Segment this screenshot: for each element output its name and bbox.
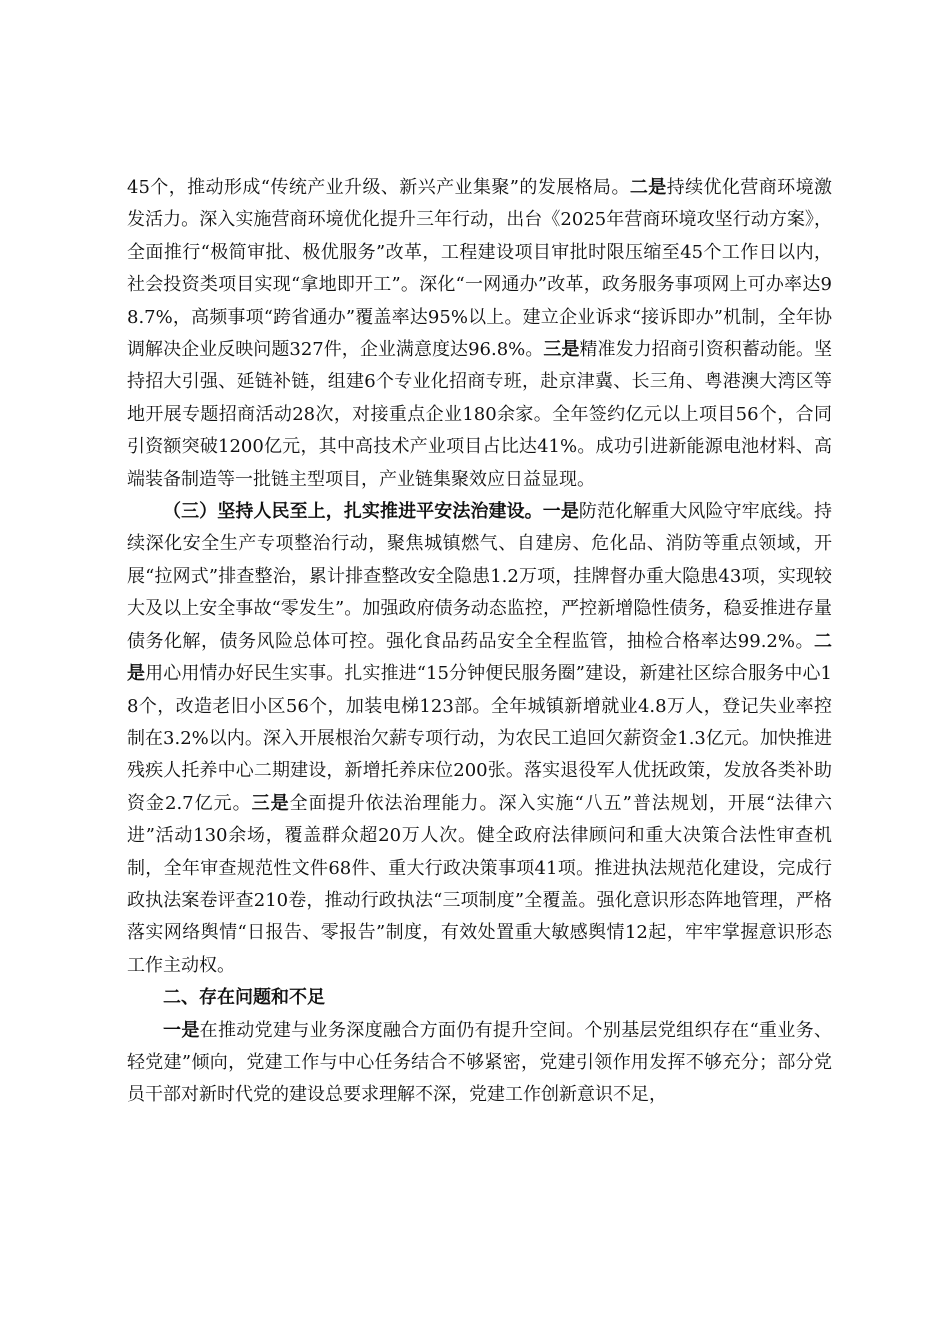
paragraph-text: 45个，推动形成“传统产业升级、新兴产业集聚”的发展格局。 (127, 177, 630, 198)
paragraph-text: 防范化解重大风险守牢底线。持续深化安全生产专项整治行动，聚焦城镇燃气、自建房、危化品、消防等重点领域，开展“拉网式”排查整治，累计排查整改安全隐患1.2万项，挂牌督办重大隐患43项，实现较大及以上安全事故“零发生”。加强政府债务动态监控，严控新增隐性债务，稳妥推进存量债务化解，债务风险总体可控。强化食品药品安全全程监管，抽检合格率达99.2%。 (127, 501, 833, 652)
paragraph-text: 用心用情办好民生实事。扎实推进“15分钟便民服务圈”建设，新建社区综合服务中心18个，改造老旧小区56个，加装电梯123部。全年城镇新增就业4.8万人，登记失业率控制在3.2%以内。深入开展根治欠薪专项行动，为农民工追回欠薪资金1.3亿元。加快推进残疾人托养中心二期建设，新增托养床位200张。落实退役军人优抚政策，发放各类补助资金2.7亿元。 (127, 663, 833, 814)
bold-lead: 三是 (543, 339, 580, 361)
bold-lead: 三是 (251, 792, 290, 814)
paragraph-problems (127, 1015, 832, 1112)
bold-lead: 二是 (127, 630, 832, 685)
paragraph-safety-rule-of-law (127, 496, 832, 982)
paragraph-text: 持续优化营商环境激发活力。深入实施营商环境优化提升三年行动，出台《2025年营商环境攻坚行动方案》，全面推行“极简审批、极优服务”改革，工程建设项目审批时限压缩至45个工作日以内，社会投资类项目实现“拿地即开工”。深化“一网通办”改革，政务服务事项网上可办率达98.7%，高频事项“跨省通办”覆盖率达95%以上。建立企业诉求“接诉即办”机制，全年协调解决企业反映问题327件，企业满意度达96.8%。 (127, 177, 833, 361)
paragraph-business-environment (127, 172, 832, 496)
bold-lead: 二是 (629, 177, 667, 198)
section-heading-problems: 二、存在问题和不足 (163, 987, 325, 1009)
bold-lead: 一是 (163, 1019, 200, 1041)
paragraph-text: 精准发力招商引资积蓄动能。坚持招大引强、延链补链，组建6个专业化招商专班，赴京津冀、长三角、粤港澳大湾区等地开展专题招商活动28次，对接重点企业180余家。全年签约亿元以上项目56个，合同引资额突破1200亿元，其中高技术产业项目占比达41%。成功引进新能源电池材料、高端装备制造等一批链主型项目，产业链集聚效应日益显现。 (127, 339, 833, 490)
paragraph-text: 全面提升依法治理能力。深入实施“八五”普法规划，开展“法律六进”活动130余场，覆盖群众超20万人次。健全政府法律顾问和重大决策合法性审查机制，全年审查规范性文件68件、重大行政决策事项41项。推进执法规范化建设，完成行政执法案卷评查210卷，推动行政执法“三项制度”全覆盖。强化意识形态阵地管理，严格落实网络舆情“日报告、零报告”制度，有效处置重大敏感舆情12起，牢牢掌握意识形态工作主动权。 (127, 792, 833, 976)
bold-lead: 一是 (542, 501, 579, 523)
document-body (127, 172, 832, 1112)
section-subheading: （三）坚持人民至上，扎实推进平安法治建设。 (163, 501, 543, 523)
paragraph-text: 在推动党建与业务深度融合方面仍有提升空间。个别基层党组织存在“重业务、轻党建”倾向，党建工作与中心任务结合不够紧密，党建引领作用发挥不够充分；部分党员干部对新时代党的建设总要求理解不深，党建工作创新意识不足， (127, 1019, 832, 1106)
